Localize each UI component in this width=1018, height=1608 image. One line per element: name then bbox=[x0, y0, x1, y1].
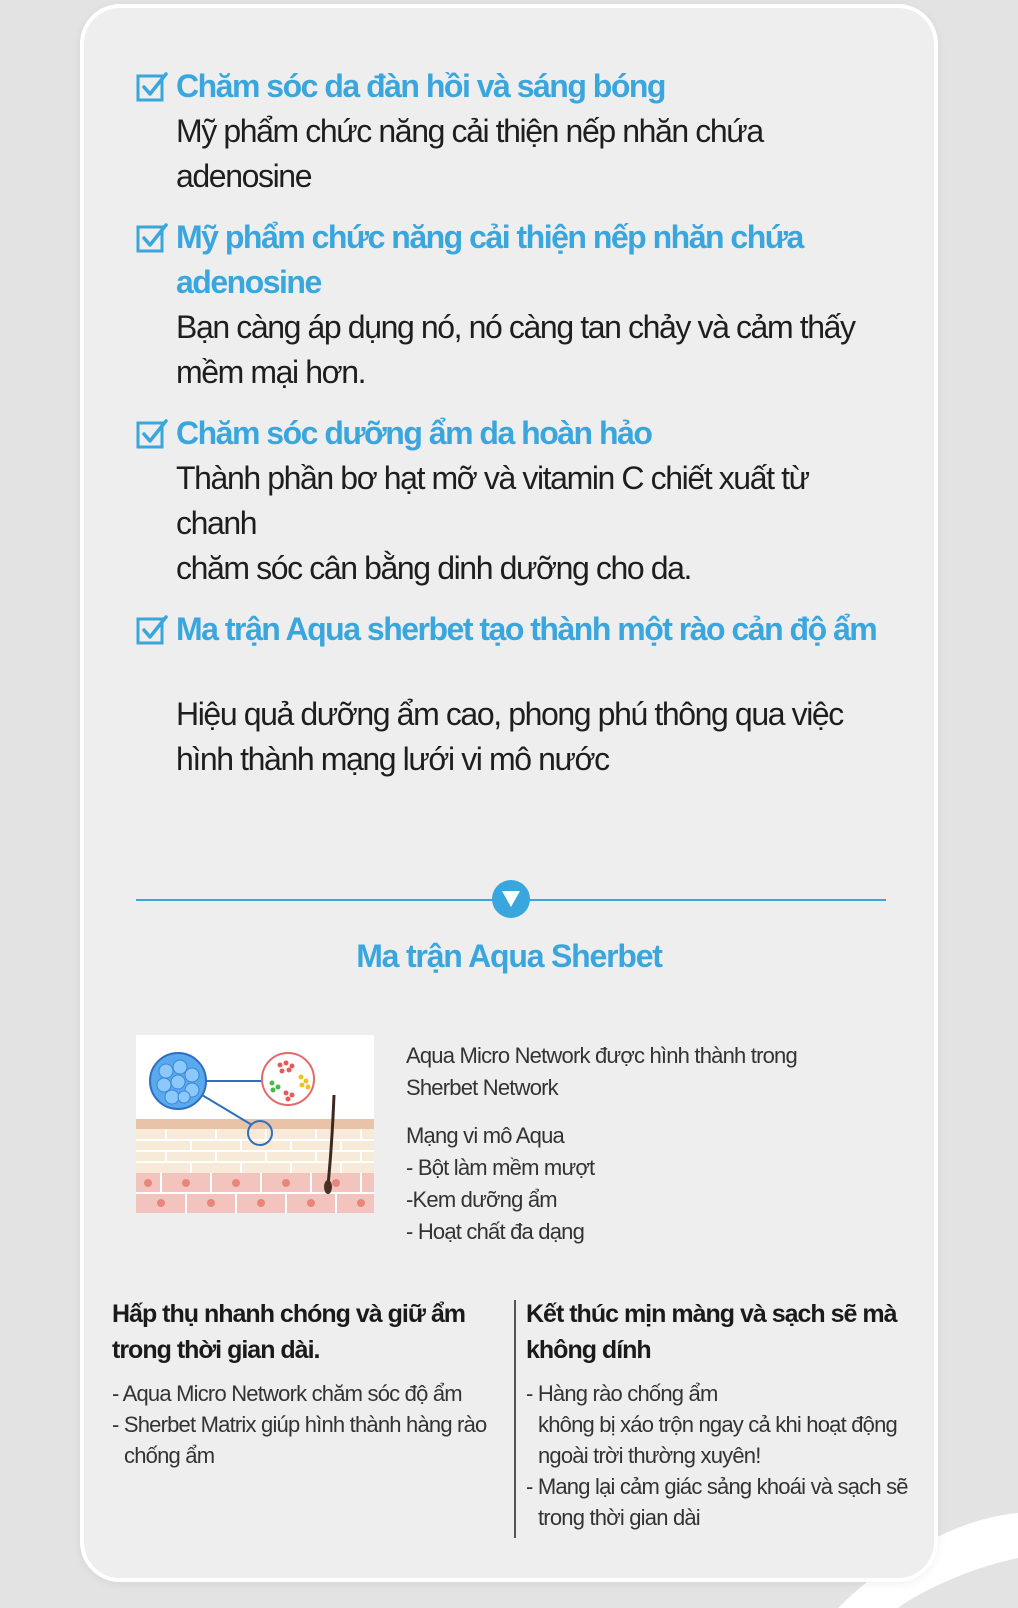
section-divider bbox=[136, 880, 886, 920]
feature-description: Bạn càng áp dụng nó, nó càng tan chảy và cảm thấy mềm mại hơn. bbox=[176, 309, 855, 390]
benefit-item: - Hàng rào chống ẩm không bị xáo trộn ngay cả khi hoạt động ngoài trời thường xuyên! bbox=[526, 1381, 897, 1468]
feature-description: Thành phần bơ hạt mỡ và vitamin C chiết xuất từ chanh chăm sóc cân bằng dinh dưỡng cho da. bbox=[176, 460, 809, 586]
network-list-item: - Bột làm mềm mượt bbox=[406, 1155, 595, 1180]
network-intro: Aqua Micro Network được hình thành trong Sherbet Network bbox=[406, 1043, 797, 1100]
skin-matrix-diagram bbox=[136, 1035, 374, 1213]
feature-item bbox=[136, 411, 896, 591]
benefit-item: - Mang lại cảm giác sảng khoái và sạch sẽ trong thời gian dài bbox=[526, 1474, 908, 1530]
matrix-title: Ma trận Aqua Sherbet bbox=[356, 938, 662, 974]
content-card bbox=[80, 4, 938, 1582]
feature-description: Hiệu quả dưỡng ẩm cao, phong phú thông qua việc hình thành mạng lưới vi mô nước bbox=[176, 696, 843, 777]
feature-title: Chăm sóc da đàn hồi và sáng bóng bbox=[176, 68, 665, 104]
down-arrow-icon bbox=[492, 880, 530, 918]
feature-title: Mỹ phẩm chức năng cải thiện nếp nhăn chứa adenosine bbox=[176, 219, 803, 300]
checkbox-icon bbox=[136, 417, 168, 449]
checkbox-icon bbox=[136, 70, 168, 102]
network-list-item: -Kem dưỡng ẩm bbox=[406, 1187, 557, 1212]
benefit-heading: Hấp thụ nhanh chóng và giữ ẩm trong thời gian dài. bbox=[112, 1300, 466, 1364]
feature-item bbox=[136, 215, 896, 395]
checkbox-icon bbox=[136, 221, 168, 253]
benefit-item: - Sherbet Matrix giúp hình thành hàng rào chống ẩm bbox=[112, 1412, 487, 1468]
checkbox-icon bbox=[136, 613, 168, 645]
feature-item bbox=[136, 64, 896, 199]
network-description bbox=[406, 1040, 876, 1248]
benefit-columns bbox=[112, 1296, 908, 1536]
feature-item bbox=[136, 607, 896, 782]
benefit-heading: Kết thúc mịn màng và sạch sẽ mà không dính bbox=[526, 1300, 897, 1364]
network-list-item: - Hoạt chất đa dạng bbox=[406, 1219, 585, 1244]
feature-list bbox=[136, 64, 896, 798]
benefit-column-left bbox=[112, 1296, 502, 1471]
feature-title: Ma trận Aqua sherbet tạo thành một rào cản độ ẩm bbox=[176, 611, 877, 647]
feature-description: Mỹ phẩm chức năng cải thiện nếp nhăn chứa adenosine bbox=[176, 113, 763, 194]
feature-title: Chăm sóc dưỡng ẩm da hoàn hảo bbox=[176, 415, 652, 451]
benefit-column-right bbox=[526, 1296, 908, 1533]
benefit-item: - Aqua Micro Network chăm sóc độ ẩm bbox=[112, 1381, 462, 1406]
column-separator bbox=[514, 1300, 516, 1538]
network-list-title: Mạng vi mô Aqua bbox=[406, 1123, 564, 1148]
